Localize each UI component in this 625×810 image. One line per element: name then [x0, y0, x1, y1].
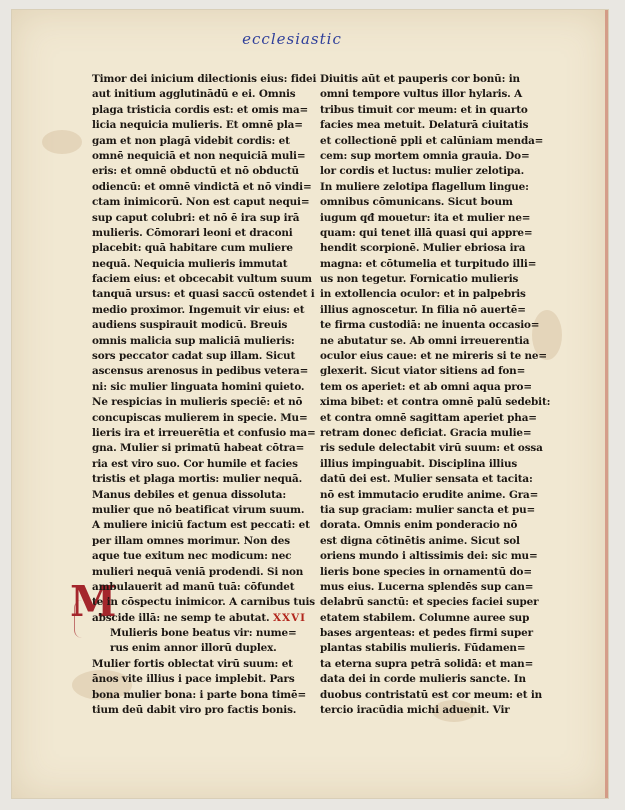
text-line: duobus contristatū est cor meum: et in [320, 688, 543, 701]
text-line: etatem stabilem. Columne auree sup [320, 611, 530, 624]
text-line: nō est immutacio erudite anime. Gra= [320, 488, 539, 501]
text-line: ris sedule delectabit virū suum: et ossa [320, 442, 543, 455]
chapter-number: XXVI [272, 611, 307, 624]
text-line: omnibus cōmunicans. Sicut boum [320, 196, 513, 209]
text-line: in extollencia oculor: et in palpebris [320, 288, 526, 301]
text-line: lor cordis et luctus: mulier zelotipa. [320, 165, 525, 178]
text-line: omni tempore vultus illor hylaris. A [320, 88, 523, 101]
text-line: illius agnoscetur. In filia nō auertē= [320, 303, 526, 316]
text-line: bona mulier bona: i parte bona timē= [92, 688, 307, 701]
text-line: mulier que nō beatificat virum suum. [92, 503, 305, 516]
text-line: facies mea metuit. Delaturā ciuitatis [320, 119, 529, 132]
text-line: abscide illā: ne semp te abutat. [92, 611, 270, 624]
right-text-column [320, 72, 551, 718]
text-line: eris: et omnē obductū et nō obductū [92, 165, 299, 178]
text-line: ctam inimicorū. Non est caput nequi= [92, 196, 310, 209]
text-line: xima bibet: et contra omnē palū sedebit: [320, 396, 551, 409]
text-line: medio proximor. Ingemuit vir eius: et [92, 303, 305, 316]
text-line: placebit: quā habitare cum muliere [92, 242, 293, 255]
text-line: est digna cōtinētis anime. Sicut sol [320, 534, 520, 547]
text-line: retram donec deficiat. Gracia mulie= [320, 426, 532, 439]
text-line: oriens mundo i altissimis dei: sic mu= [320, 550, 538, 563]
text-line: Ne respicias in mulieris speciē: et nō [92, 396, 303, 409]
text-line: Diuitis aūt et pauperis cor bonū: in [320, 73, 520, 85]
text-line: tercio iracūdia michi aduenit. Vir [320, 704, 510, 717]
text-line: ni: sic mulier linguata homini quieto. [92, 380, 305, 393]
text-line: plaga tristicia cordis est: et omis ma= [92, 103, 309, 116]
text-line: data dei in corde mulieris sancte. In [320, 673, 526, 686]
text-line: sors peccator cadat sup illam. Sicut [92, 350, 296, 363]
text-line: aque tue exitum nec modicum: nec [92, 550, 292, 563]
text-line: gam et non plagā videbit cordis: et [92, 134, 290, 147]
text-line: ānos vite illius i pace implebit. Pars [92, 673, 295, 686]
text-line: tribus timuit cor meum: et in quarto [320, 103, 528, 116]
text-line: te firma custodiā: ne inuenta occasio= [320, 319, 540, 332]
foxing-stain [42, 130, 82, 154]
text-line: quam: qui tenet illā quasi qui appre= [320, 226, 533, 239]
text-line: audiens suspirauit modicū. Breuis [92, 319, 288, 332]
text-line: bases argenteas: et pedes firmi super [320, 627, 533, 640]
text-line: plantas stabilis mulieris. Fūdamen= [320, 642, 526, 655]
text-line: oculor eius caue: et ne mireris si te ne= [320, 350, 547, 363]
initial-flourish [74, 600, 91, 638]
text-line: nequā. Nequicia mulieris immutat [92, 257, 288, 270]
text-line: hendit scorpionē. Mulier ebriosa ira [320, 242, 526, 255]
text-line: tem os aperiet: et ab omni aqua pro= [320, 380, 532, 393]
text-line: Mulieris bone beatus vir: nume= [110, 627, 297, 640]
text-line: mulieri nequā veniā prodendi. Si non [92, 565, 304, 578]
text-line: dorata. Omnis enim ponderacio nō [320, 519, 518, 532]
text-line: magna: et cōtumelia et turpitudo illi= [320, 257, 537, 270]
text-line: sup caput colubri: et nō ē ira sup irā [92, 211, 300, 224]
text-line: delabrū sanctū: et species faciei super [320, 596, 539, 609]
text-line: A muliere iniciū factum est peccati: et [92, 519, 310, 532]
text-line: rus enim annor illorū duplex. [110, 642, 277, 655]
chapter-line [92, 611, 307, 626]
text-line: mus eius. Lucerna splendēs sup can= [320, 580, 534, 593]
text-line: ambulauerit ad manū tuā: cōfundet [92, 580, 295, 593]
text-line: tristis et plaga mortis: mulier nequā. [92, 473, 303, 486]
text-line: iugum qđ mouetur: ita et mulier ne= [320, 211, 531, 224]
text-line: omnis malicia sup maliciā mulieris: [92, 334, 295, 347]
text-line: licia nequicia mulieris. Et omnē pla= [92, 119, 303, 132]
text-line: glexerit. Sicut viator sitiens ad fon= [320, 365, 526, 378]
text-line: gna. Mulier si primatū habeat cōtra= [92, 442, 305, 455]
text-line: In muliere zelotipa flagellum lingue: [320, 180, 529, 193]
text-line: lieris ira et irreuerētia et confusio ma= [92, 426, 316, 439]
text-line: ne abutatur se. Ab omni irreuerentia [320, 334, 530, 347]
running-head: ecclesiastic [242, 30, 342, 48]
text-line: aut initium agglutinādū e ei. Omnis [92, 88, 296, 101]
illuminated-initial: M [70, 577, 117, 626]
text-line: us non tegetur. Fornicatio mulieris [320, 273, 519, 286]
text-line: mulieris. Cōmorari leoni et draconi [92, 226, 293, 239]
text-line: datū dei est. Mulier sensata et tacita: [320, 473, 533, 486]
text-line: lieris bone species in ornamentū do= [320, 565, 532, 578]
text-line: Timor dei inicium dilectionis eius: fidei [92, 73, 317, 85]
text-line: tium deū dabit viro pro factis bonis. [92, 704, 297, 717]
text-line: ria est viro suo. Cor humile et facies [92, 457, 298, 470]
text-line: tia sup graciam: mulier sancta et pu= [320, 503, 536, 516]
text-line: ascensus arenosus in pedibus vetera= [92, 365, 309, 378]
text-line: cem: sup mortem omnia grauia. Do= [320, 149, 530, 162]
left-text-column [92, 72, 317, 718]
text-line: Manus debiles et genua dissoluta: [92, 488, 287, 501]
text-line: omnē nequiciā et non nequiciā muli= [92, 149, 306, 162]
text-line: et collectionē ppli et calūniam menda= [320, 134, 544, 147]
text-line: tanquā ursus: et quasi saccū ostendet i [92, 288, 315, 301]
text-line: per illam omnes morimur. Non des [92, 534, 290, 547]
text-line: Mulier fortis oblectat virū suum: et [92, 657, 293, 670]
text-line: et contra omnē sagittam aperiet pha= [320, 411, 537, 424]
text-line: ta eterna supra petrā solidā: et man= [320, 657, 534, 670]
text-line: te in cōspectu inimicor. A carnibus tuis [92, 596, 315, 609]
text-line: faciem eius: et obcecabit vultum suum [92, 273, 312, 286]
text-line: concupiscas mulierem in specie. Mu= [92, 411, 308, 424]
text-line: odiencū: et omnē vindictā et nō vindi= [92, 180, 312, 193]
text-line: illius impinguabit. Disciplina illius [320, 457, 518, 470]
